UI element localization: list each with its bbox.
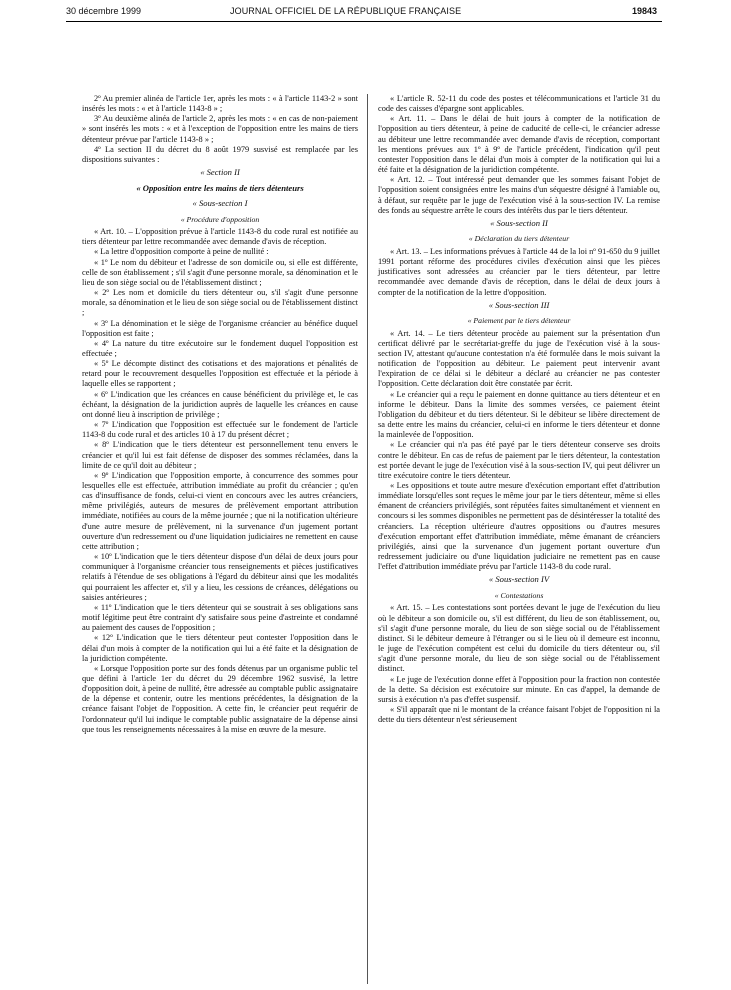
- paragraph: « Le créancier qui n'a pas été payé par le tiers détenteur conserve ses droits contre le débiteur. En cas de refus de paiement par le tiers détenteur, la contestation est portée devant le juge de l'exécution visé à la sous-section IV, qui peut délivrer un titre exécutoire contre le tiers détenteur.: [378, 440, 660, 480]
- paragraph: 4º La section II du décret du 8 août 1979 susvisé est remplacée par les dispositions suivantes :: [82, 144, 358, 164]
- article-paragraph: « Art. 10. – L'opposition prévue à l'article 1143-8 du code rural est notifiée au tiers détenteur par lettre recommandée avec demande d'avis de réception.: [82, 227, 358, 247]
- subsection-title: « Contestations: [494, 590, 544, 600]
- running-head: [0, 0, 731, 22]
- paragraph: « Les oppositions et toute autre mesure d'exécution emportant effet d'attribution immédiate lorsqu'elles sont reçues le même jour par le tiers détenteur, même si elles émanent de créanciers privilégiés, sont réputées faites simultanément et viennent en concours si les sommes disponibles ne permettent pas de désintéresser la totalité des créanciers. La réception ultérieure d'autres oppositions ou d'autres mesures d'exécution emportant effet d'attribution immédiate, même émanant de créanciers privilégiés, ainsi que la survenance d'un jugement portant ouverture d'un redressement judiciaire ou d'une liquidation judiciaire ne remettent pas en cause l'effet d'attribution immédiate prévu par l'article 1143-8 du code rural.: [378, 481, 660, 572]
- page-number: 19843: [632, 6, 658, 16]
- header-rule: [66, 21, 662, 22]
- paragraph: « Le juge de l'exécution donne effet à l'opposition pour la fraction non contestée de la dette. Sa décision est exécutoire sur minute. En cas d'appel, la demande de sursis à exécution n'a pas d'effet suspensif.: [378, 674, 660, 704]
- section-heading: « Section II: [200, 167, 240, 178]
- paragraph: 3º Au deuxième alinéa de l'article 2, après les mots : « en cas de non-paiement » sont insérés les mots : « et à l'exception de l'opposition entre les mains de tiers détenteur prévue par l'article 1143-8 » ;: [82, 114, 358, 144]
- right-column: [378, 94, 660, 725]
- list-item: « 11º L'indication que le tiers détenteur qui se soustrait à ses obligations sans motif légitime peut être contraint d'y satisfaire sous peine d'astreinte et condamné au paiement des causes de l'opposition ;: [82, 602, 358, 633]
- list-item: « 3º La dénomination et le siège de l'organisme créancier au bénéfice duquel l'opposition est faite ;: [82, 318, 358, 338]
- article-paragraph: « Art. 15. – Les contestations sont portées devant le juge de l'exécution du lieu où le débiteur a son domicile ou, s'il est différent, du lieu de son établissement, ou, s'il s'agit d'une personne morale, du lieu de son siège social ou de l'établissement distinct. Si le débiteur demeure à l'étranger ou si le lieu où il demeure est inconnu, le juge de l'exécution compétent est celui du domicile du tiers détenteur ou, s'il s'agit d'une personne morale, du lieu de son siège social ou de l'établissement distinct.: [378, 603, 660, 674]
- list-item: « 5º Le décompte distinct des cotisations et des majorations et pénalités de retard pour le recouvrement desquelles l'opposition est effectuée et la période à laquelle elles se rapportent ;: [82, 359, 358, 389]
- article-paragraph: « Art. 14. – Le tiers détenteur procède au paiement sur la présentation d'un certificat délivré par le secrétariat-greffe du juge de l'exécution visé à la sous-section IV, attestant qu'aucune contestation n'a été formulée dans le mois suivant la notification de l'opposition au débiteur. Le paiement peut intervenir avant l'expiration de ce délai si le débiteur a déclaré au créancier ne pas contester l'opposition. Cette déclaration doit être constatée par écrit.: [378, 328, 660, 389]
- issue-date: 30 décembre 1999: [66, 6, 142, 16]
- article-paragraph: « Art. 11. – Dans le délai de huit jours à compter de la notification de l'opposition au tiers détenteur, à peine de caducité de celle-ci, le créancier adresse au débiteur une lettre recommandée avec demande d'avis de réception, comportant les mentions prévues aux 1º à 9º de l'article précédent, l'indication qu'il peut contester l'opposition dans le délai d'un mois à compter de la notification qui lui a été faite et la désignation de la juridiction compétente.: [378, 114, 660, 175]
- subsection-title: « Paiement par le tiers détenteur: [467, 316, 571, 326]
- list-item: « 8º L'indication que le tiers détenteur est personnellement tenu envers le créancier et qu'il lui est fait défense de disposer des sommes réclamées, dans la limite de ce qu'il doit au débiteur ;: [82, 440, 358, 470]
- subsection-heading: « Sous-section III: [488, 299, 550, 310]
- paragraph: 2º Au premier alinéa de l'article 1er, après les mots : « à l'article 1143-2 » sont insérés les mots : « et à l'article 1143-8 » ;: [82, 94, 358, 114]
- list-item: « 7º L'indication que l'opposition est effectuée sur le fondement de l'article 1143-8 du code rural et des articles 10 à 17 du présent décret ;: [82, 420, 358, 440]
- subsection-heading: « Sous-section II: [490, 217, 548, 228]
- paragraph: « Lorsque l'opposition porte sur des fonds détenus par un organisme public tel que défini à l'article 1er du décret du 29 décembre 1962 susvisé, la lettre d'opposition doit, à peine de nullité, être adressée au comptable public assignataire de la dépense et contenir, outre les mentions précédentes, la désignation de la créance faisant l'objet de l'opposition. A cette fin, le créancier peut requérir de l'ordonnateur qu'il lui indique le comptable public assignataire de la dépense ainsi que tous les renseignements nécessaires à la mise en œuvre de la mesure.: [82, 663, 358, 734]
- list-item: « 9º L'indication que l'opposition emporte, à concurrence des sommes pour lesquelles elle est effectuée, attribution immédiate au profit du créancier ; qu'en cas d'insuffisance de fonds, celui-ci vient en concours avec les autres créanciers, même privilégiés, auteurs de mesures de prélèvement emportant attribution immédiate, notifiées au cours de la même journée ; que ni la notification ultérieure d'une autre mesure de prélèvement, ni la survenance d'un jugement portant ouverture d'un redressement ou d'une liquidation judiciaires ne remettent en cause cette attribution ;: [82, 470, 358, 551]
- paragraph: « La lettre d'opposition comporte à peine de nullité :: [94, 247, 269, 257]
- list-item: « 6º L'indication que les créances en cause bénéficient du privilège et, le cas échéant, la désignation de la juridiction auprès de laquelle les créances en cause ont donné lieu à inscription de privilège ;: [82, 389, 358, 419]
- subsection-heading: « Sous-section I: [192, 198, 248, 209]
- journal-title: JOURNAL OFFICIEL DE LA RÉPUBLIQUE FRANÇAISE: [230, 6, 462, 16]
- article-paragraph: « Art. 13. – Les informations prévues à l'article 44 de la loi nº 91-650 du 9 juillet 1991 portant réforme des procédures civiles d'exécution ainsi que les pièces justificatives sont adressées au créancier par le tiers détenteur, par lettre recommandée avec demande d'avis de réception, dans le délai de deux jours à compter de la notification de la lettre d'opposition.: [378, 246, 660, 297]
- subsection-heading: « Sous-section IV: [488, 574, 550, 585]
- article-paragraph: « Art. 12. – Tout intéressé peut demander que les sommes faisant l'objet de l'opposition soient consignées entre les mains d'un séquestre désigné à l'amiable ou, à défaut, sur requête par le juge de l'exécution visé à la sous-section IV. La remise des fonds au séquestre arrête le cours des intérêts dus par le tiers détenteur.: [378, 175, 660, 215]
- section-title: « Opposition entre les mains de tiers détenteurs: [136, 182, 304, 193]
- paragraph: « L'article R. 52-11 du code des postes et télécommunications et l'article 31 du code des caisses d'épargne sont applicables.: [378, 94, 660, 114]
- subsection-title: « Déclaration du tiers détenteur: [468, 234, 570, 244]
- left-column: [82, 94, 358, 735]
- list-item: « 2º Les nom et domicile du tiers détenteur ou, s'il s'agit d'une personne morale, sa dénomination et le lieu de son siège social ou de l'établissement distinct ;: [82, 288, 358, 318]
- paragraph: « S'il apparaît que ni le montant de la créance faisant l'objet de l'opposition ni la dette du tiers détenteur n'est sérieusement: [378, 704, 660, 725]
- list-item: « 1º Le nom du débiteur et l'adresse de son domicile ou, si elle est différente, celle de son établissement ; s'il s'agit d'une personne morale, sa dénomination et le lieu de son siège social ou de l'établissement distinct ;: [82, 257, 358, 287]
- list-item: « 4º La nature du titre exécutoire sur le fondement duquel l'opposition est effectuée ;: [82, 338, 358, 358]
- subsection-title: « Procédure d'opposition: [180, 214, 260, 224]
- list-item: « 10º L'indication que le tiers détenteur dispose d'un délai de deux jours pour communiquer à l'organisme créancier tous renseignements et pièces justificatives relatifs à l'étendue de ses obligations à l'égard du débiteur ainsi que les modalités qui pourraient les affecter et, s'il y a lieu, les cessions de créances, délégations ou saisies antérieures ;: [82, 552, 358, 602]
- paragraph: « Le créancier qui a reçu le paiement en donne quittance au tiers détenteur et en informe le débiteur. Dans la limite des sommes versées, ce paiement éteint l'obligation du débiteur et du tiers détenteur. Si le débiteur se libère directement de sa dette entre les mains du créancier, celui-ci en informe le tiers détenteur et donne la mainlevée de l'opposition.: [378, 389, 660, 440]
- list-item: « 12º L'indication que le tiers détenteur peut contester l'opposition dans le délai d'un mois à compter de la notification qui lui a été faite et la désignation de la juridiction compétente.: [82, 633, 358, 663]
- column-divider: [367, 94, 368, 984]
